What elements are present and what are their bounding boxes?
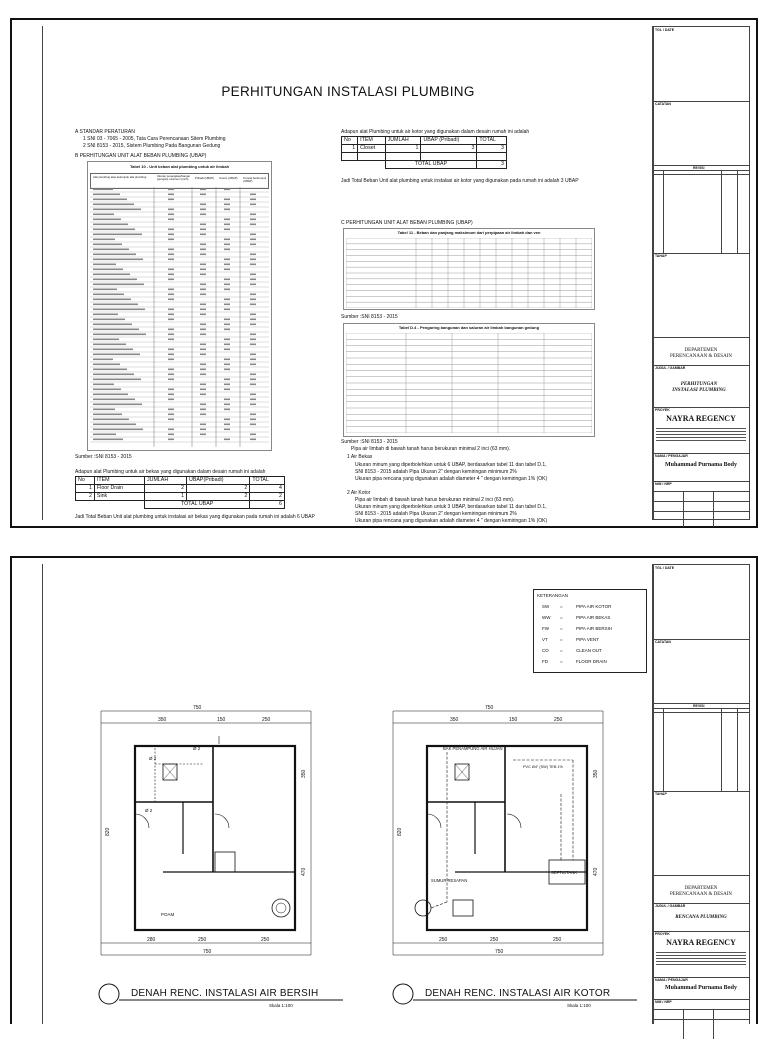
legend-description: PIPA VENT bbox=[576, 637, 599, 642]
tb-nim: NIM / NRP bbox=[653, 999, 749, 1039]
legend-description: PIPA AIR BERSIH bbox=[576, 626, 613, 631]
calculation-sheet bbox=[10, 18, 758, 528]
dim-top-2: 150 bbox=[217, 717, 226, 723]
plan-left-label-3: POAM bbox=[161, 912, 175, 917]
plan-right-title: DENAH RENC. INSTALASI AIR KOTOR bbox=[425, 988, 611, 999]
air-kotor-intro: Adapun alat Plumbing untuk air kotor yang digunakan dalam desain rumah ini adalah bbox=[341, 129, 530, 135]
legend-description: FLOOR DRAIN bbox=[576, 659, 607, 664]
air-bekas-line-2: SNI 8153 - 2015 adalah Pipa Ukuran 2" dengan kemiringan minimum 2% bbox=[355, 469, 517, 475]
legend-title: KETERANGAN bbox=[537, 593, 569, 598]
legend-equals: = bbox=[560, 626, 563, 631]
dim-bottom-2: 250 bbox=[198, 937, 207, 943]
dim-right-1: 350 bbox=[593, 769, 599, 778]
air-kotor-line-3: SNI 8153 - 2015 adalah Pipa Ukuran 2" dengan kemiringan minimum 2% bbox=[355, 511, 517, 517]
title-block-2 bbox=[652, 564, 750, 1024]
table-10-rows bbox=[90, 187, 269, 447]
legend-equals: = bbox=[560, 659, 563, 664]
dim-height: 820 bbox=[105, 827, 111, 836]
table-d4-title: Tabel D.4 - Pengaring bangunan dan saluran air limbah bangunan gedung bbox=[398, 325, 540, 330]
total-row: TOTAL UBAP 3 bbox=[342, 161, 507, 169]
dim-right-2: 470 bbox=[301, 867, 307, 876]
dim-bottom-3: 250 bbox=[261, 937, 270, 943]
section-b-heading: B PERHITUNGAN UNIT ALAT BEBAN PLUMBING (UBAP) bbox=[75, 153, 207, 159]
table-d4-image bbox=[343, 323, 595, 437]
tb-revision: REVISI bbox=[653, 165, 749, 254]
tb-department: DEPARTEMEN PERENCANAAN & DESAIN bbox=[653, 875, 749, 904]
plan-right-label-2: SUMUR RESAPAN bbox=[431, 878, 468, 883]
air-kotor-line-4: Ukuran pipa rencana yang digunakan adalah diameter 4 " dengan kemiringan 1% (OK) bbox=[355, 518, 548, 524]
dim-top-1: 350 bbox=[158, 717, 167, 723]
table-11-title: Tabel 11 - Beban dan panjang maksimum dari perpipaan air limbah dan ven bbox=[397, 230, 541, 235]
tb-name: NAMA / PENGAJAR Muhammad Purnama Body bbox=[653, 453, 749, 482]
tb-revision: REVISI bbox=[653, 703, 749, 792]
plan-right-scale: Skala 1:100 bbox=[567, 1003, 591, 1008]
tb-drawing-title: JUDUL / GAMBAR RENCANA PLUMBING bbox=[653, 903, 749, 932]
dim-top-3: 250 bbox=[262, 717, 271, 723]
dim-top-1: 350 bbox=[450, 717, 459, 723]
table-10-title: Tabel 10 - Unit beban alat plumbing untuk air limbah bbox=[129, 164, 230, 169]
standard-item-2: 2 SNI 8153 - 2015, Sistem Plumbing Pada Bangunan Gedung bbox=[83, 143, 221, 149]
plan-content-area bbox=[42, 564, 654, 1024]
section-c-heading: C PERHITUNGAN UNIT ALAT BEBAN PLUMBING (UBAP) bbox=[341, 220, 473, 226]
tb-drawing-title: JUDUL / GAMBAR PERHITUNGAN INSTALASI PLUMBING bbox=[653, 365, 749, 408]
tb-date: TGL / DATE bbox=[653, 27, 749, 102]
source-left: Sumber :SNI 8153 - 2015 bbox=[75, 454, 132, 460]
plan-right bbox=[393, 705, 603, 955]
table-row: 1 Closet 1 3 3 bbox=[342, 145, 507, 153]
air-kotor-table bbox=[341, 136, 507, 169]
sheet-content-area bbox=[42, 26, 654, 524]
dim-bottom-1: 250 bbox=[439, 937, 448, 943]
title-block bbox=[652, 26, 750, 520]
source-table-d4: Sumber :SNI 8153 - 2015 bbox=[341, 439, 398, 445]
tb-date: TGL / DATE bbox=[653, 565, 749, 640]
air-bekas-table bbox=[75, 476, 285, 509]
tb-project: PROYEK NAYRA REGENCY bbox=[653, 407, 749, 454]
plan-left-label-2: Ø 2 bbox=[145, 808, 153, 813]
legend-code: WW bbox=[542, 615, 551, 620]
tb-stage: TAHAP bbox=[653, 253, 749, 338]
plan-left-label-0: Ø 2 bbox=[149, 756, 157, 761]
legend-equals: = bbox=[560, 604, 563, 609]
dim-total-bottom: 750 bbox=[203, 949, 212, 955]
dim-bottom-3: 250 bbox=[553, 937, 562, 943]
dim-height: 820 bbox=[397, 827, 403, 836]
tb-department: DEPARTEMEN PERENCANAAN & DESAIN bbox=[653, 337, 749, 366]
dim-top-3: 250 bbox=[554, 717, 563, 723]
legend-code: VT bbox=[542, 637, 548, 642]
tb-notes: CATATAN bbox=[653, 639, 749, 704]
table-header-row: No ITEM JUMLAH UBAP (Pribadi) TOTAL bbox=[342, 137, 507, 145]
legend-equals: = bbox=[560, 637, 563, 642]
standard-item-1: 1 SNI 03 - 7065 - 2005, Tata Cara Perencanaan Sitem Plumbing bbox=[83, 136, 226, 142]
plan-left-scale: Skala 1:100 bbox=[269, 1003, 293, 1008]
plan-left bbox=[101, 705, 311, 955]
legend-code: FW bbox=[542, 626, 549, 631]
dim-total-top: 750 bbox=[485, 705, 494, 711]
plan-right-label-1: PVC Ø4" (SW) TEB 1% bbox=[523, 765, 563, 769]
limbah-note: Pipa air limbah di bawah tanah harus berukuran minimal 2 inci (63 mm). bbox=[351, 446, 511, 452]
legend-code: SW bbox=[542, 604, 550, 609]
table-d4-grid bbox=[346, 333, 592, 433]
air-kotor-line-1: Pipa air limbah di bawah tanah harus berukuran minimal 2 inci (63 mm). bbox=[355, 497, 515, 503]
table-11-grid bbox=[346, 238, 592, 308]
section-a-heading: A STANDAR PERATURAN bbox=[75, 129, 135, 135]
legend-equals: = bbox=[560, 615, 563, 620]
dim-total-top: 750 bbox=[193, 705, 202, 711]
source-table-11: Sumber :SNI 8153 - 2015 bbox=[341, 314, 398, 320]
legend-description: PIPA AIR KOTOR bbox=[576, 604, 612, 609]
table-10-header: Alat plumbing atau kelompok alat plumbing Ukuran penangkap/bangai (pengisip minimum (Inch) Pribadi (UBAP) Umum (UBAP) Tempat berkumpul (UBAP) bbox=[90, 173, 269, 189]
dim-total-bottom: 750 bbox=[495, 949, 504, 955]
tb-name: NAMA / PENGAJAR Muhammad Purnama Body bbox=[653, 977, 749, 1000]
floor-plans bbox=[43, 564, 653, 1032]
air-bekas-line-3: Ukuran pipa rencana yang digunakan adalah diameter 4 " dengan kemiringan 1% (OK) bbox=[355, 476, 548, 482]
table-11-image bbox=[343, 228, 595, 310]
legend-code: CO bbox=[542, 648, 549, 653]
page-title: PERHITUNGAN INSTALASI PLUMBING bbox=[221, 84, 475, 99]
tb-project: PROYEK NAYRA REGENCY bbox=[653, 931, 749, 978]
legend-description: CLEAN OUT bbox=[576, 648, 602, 653]
air-bekas-line-1: Ukuran minum yang diperbolehkan untuk 6 UBAP, berdasarkan tabel 11 dan tabel D.1, bbox=[355, 462, 547, 468]
plan-right-label-0: BAK PENAMPUNG AIR HUJAN bbox=[443, 746, 503, 751]
air-kotor-heading: 2 Air Kotor bbox=[347, 490, 371, 496]
plan-right-label-3: SEPTICTANK bbox=[551, 870, 577, 875]
dim-bottom-1: 280 bbox=[147, 937, 156, 943]
legend-equals: = bbox=[560, 648, 563, 653]
air-kotor-conclusion: Jadi Total Beban Unit alat plumbing untuk instalasi air kotor yang digunakan pada rumah ini adalah 3 UBAP bbox=[341, 178, 579, 184]
plan-left-title: DENAH RENC. INSTALASI AIR BERSIH bbox=[131, 988, 319, 999]
dim-top-2: 150 bbox=[509, 717, 518, 723]
legend-code: FD bbox=[542, 659, 548, 664]
plan-sheet bbox=[10, 556, 758, 1024]
legend-description: PIPA AIR BEKAS bbox=[576, 615, 611, 620]
table-row-empty bbox=[342, 153, 507, 161]
dim-bottom-2: 250 bbox=[490, 937, 499, 943]
table-row: 2 Sink 1 2 2 bbox=[76, 493, 285, 501]
air-bekas-intro: Adapun alat Plumbing untuk air bekas yang digunakan dalam desain rumah ini adalah bbox=[75, 469, 266, 475]
dim-right-1: 350 bbox=[301, 769, 307, 778]
air-bekas-heading: 1 Air Bekas bbox=[347, 454, 373, 460]
total-row: TOTAL UBAP 6 bbox=[76, 501, 285, 509]
tb-nim: NIM / NRP bbox=[653, 481, 749, 527]
plan-left-label-1: Ø 2 bbox=[193, 746, 201, 751]
air-kotor-line-2: Ukuran minum yang diperbolehkan untuk 3 UBAP, berdasarkan tabel 11 dan tabel D.1, bbox=[355, 504, 547, 510]
tb-notes: CATATAN bbox=[653, 101, 749, 166]
tb-stage: TAHAP bbox=[653, 791, 749, 876]
air-bekas-conclusion: Jadi Total Beban Unit alat plumbing untuk instalasi air bekas yang digunakan pada rumah ini adalah 6 UBAP bbox=[75, 514, 315, 520]
table-row: 1 Floor Drain 2 2 4 bbox=[76, 485, 285, 493]
table-10-image bbox=[87, 161, 272, 451]
dim-right-2: 470 bbox=[593, 867, 599, 876]
table-header-row: No ITEM JUMLAH UBAP(Pribadi) TOTAL bbox=[76, 477, 285, 485]
